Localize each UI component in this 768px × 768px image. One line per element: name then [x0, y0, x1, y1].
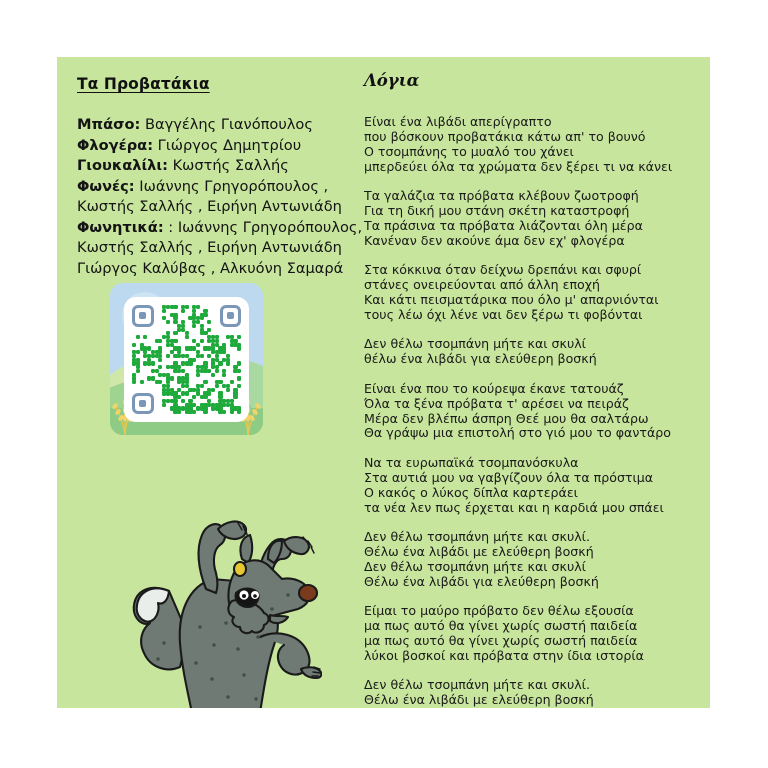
qr-module — [192, 410, 196, 414]
lyric-line: Ο κακός ο λύκος δίπλα καρτεράει — [364, 484, 578, 500]
lyrics-stanza — [364, 382, 694, 442]
qr-module — [158, 365, 162, 369]
credit-role: Φωνές: — [77, 177, 135, 195]
qr-module — [222, 410, 226, 414]
qr-module — [132, 343, 136, 347]
lyric-line: Τα πράσινα τα πρόβατα λιάζονται όλη μέρα — [364, 217, 643, 233]
lyric-line: Στα κόκκινα όταν δείχνω δρεπάνι και σφυρί — [364, 262, 642, 278]
lyric-line: τα νέα λεν πως έρχεται και η καρδιά μου σπάει — [364, 499, 664, 515]
lyrics-stanza — [364, 456, 694, 516]
credit-line — [77, 238, 367, 259]
lyrics-title: Λόγια — [364, 71, 420, 90]
credit-role: Γιουκαλίλι: — [77, 157, 168, 174]
lyric-line: Θα γράψω μια επιστολή στο γιό μου το φαντάρο — [364, 425, 671, 441]
lyric-line: μα πως αυτό θα γίνει χωρίς σωστή παιδεία — [364, 632, 638, 648]
lyric-line: Θέλω ένα λιβάδι με ελεύθερη βοσκή — [364, 692, 594, 708]
credit-role: Φλογέρα: — [77, 136, 154, 154]
qr-module — [211, 373, 215, 377]
qr-module — [151, 361, 155, 365]
credit-line — [77, 259, 367, 280]
lyric-line: λύκοι βοσκοί και πρόβατα στην ίδια ιστορία — [364, 647, 644, 663]
wolf-earring — [234, 562, 246, 576]
wolf-illustration — [92, 517, 322, 708]
qr-module — [173, 331, 177, 335]
qr-module — [207, 328, 211, 332]
content-card — [57, 57, 710, 708]
qr-finder-top-right — [220, 305, 242, 327]
qr-module — [177, 410, 181, 414]
credit-line — [77, 177, 367, 198]
lyrics-stanza — [364, 115, 694, 175]
qr-module — [230, 410, 234, 414]
lyric-line: Δεν θέλω τσομπάνη μήτε και σκυλί — [364, 336, 586, 352]
credit-names: Κωστής Σαλλής , Ειρήνη Αντωνιάδη — [77, 239, 342, 256]
wolf-cheek-fur — [270, 615, 288, 623]
qr-module — [230, 380, 234, 384]
lyric-line: μπερδεύει όλα τα χρώματα δεν ξέρει τι να κάνει — [364, 158, 673, 174]
lyric-line: Όλα τα ξένα πρόβατα τ' αρέσει να πειράζ — [364, 395, 629, 411]
lyric-line: Ο τσομπάνης το μυαλό του χάνει — [364, 143, 574, 159]
credits-list — [77, 115, 367, 279]
credit-names: Βαγγέλης Γιανόπουλος — [140, 116, 313, 133]
qr-module — [132, 380, 136, 384]
qr-module — [200, 316, 204, 320]
qr-module — [237, 346, 241, 350]
credit-line — [77, 197, 367, 218]
qr-module — [158, 339, 162, 343]
qr-module — [237, 369, 241, 373]
credit-names: Γιώργος Καλύβας , Αλκυόνη Σαμαρά — [77, 259, 344, 277]
qr-module — [188, 361, 192, 365]
qr-module — [173, 339, 177, 343]
qr-module — [203, 313, 207, 317]
qr-module — [226, 361, 230, 365]
qr-module — [207, 391, 211, 395]
qr-module — [215, 384, 219, 388]
lyric-line: Δεν θέλω τσομπάνη μήτε και σκυλί — [364, 558, 586, 574]
lyric-line: Μέρα δεν βλέπω άσπρη Θεέ μου θα σαλτάρω — [364, 410, 649, 426]
qr-module — [237, 335, 241, 339]
qr-module — [192, 395, 196, 399]
lyric-line: Να τα ευρωπαϊκά τσομπανόσκυλα — [364, 454, 579, 470]
lyric-line: Τα γαλάζια τα πρόβατα κλέβουν ζωοτροφή — [364, 188, 639, 204]
lyric-line: θέλω ένα λιβάδι για ελεύθερη βοσκή — [364, 351, 597, 367]
credit-role: Μπάσο: — [77, 116, 141, 133]
lyric-line: Είναι ένα λιβάδι απερίγραπτο — [364, 114, 552, 129]
qr-module — [211, 388, 215, 392]
qr-module — [166, 320, 170, 324]
credit-line — [77, 115, 367, 136]
lyrics-stanzas — [364, 115, 694, 708]
qr-module — [222, 373, 226, 377]
lyrics-stanza — [364, 337, 694, 367]
qr-module — [233, 395, 237, 399]
qr-module — [162, 403, 166, 407]
wolf-pupil-right — [253, 594, 257, 598]
wolf-ear-left — [240, 535, 252, 563]
qr-code-card[interactable] — [110, 283, 263, 435]
qr-module — [237, 376, 241, 380]
qr-module — [207, 320, 211, 324]
qr-module — [200, 354, 204, 358]
qr-module — [162, 309, 166, 313]
qr-module — [226, 388, 230, 392]
qr-module — [192, 358, 196, 362]
lyric-line: Δεν θέλω τσομπάνη μήτε και σκυλί. — [364, 677, 590, 693]
lyric-line: Κανέναν δεν ακούνε άμα δεν εχ' φλογέρα — [364, 232, 625, 248]
qr-finder-top-left — [132, 305, 154, 327]
qr-module — [237, 361, 241, 365]
lyric-line: που βόσκουν προβατάκια κάτω απ' το βουνό — [364, 128, 646, 144]
lyric-line: Είμαι το μαύρο πρόβατο δεν θέλω εξουσία — [364, 603, 634, 619]
qr-finder-bottom-left — [132, 393, 154, 415]
lyric-line: στάνες ονειρεύονται από άλλη εποχή — [364, 277, 601, 293]
lyrics-stanza — [364, 530, 694, 590]
lyric-line: Θέλω ένα λιβάδι για ελεύθερη βοσκή — [364, 573, 599, 589]
credit-line — [77, 218, 367, 239]
qr-code-plate[interactable] — [124, 297, 249, 422]
credits-column — [77, 75, 367, 279]
qr-module — [136, 350, 140, 354]
credit-names: Κωστής Σαλλής , Ειρήνη Αντωνιάδη — [77, 198, 342, 215]
qr-module — [200, 384, 204, 388]
credits-title: Τα Προβατάκια — [77, 75, 210, 93]
lyrics-stanza — [364, 263, 694, 323]
qr-module — [196, 305, 200, 309]
qr-module — [196, 343, 200, 347]
lyric-line: Θέλω ένα λιβάδι με ελεύθερη βοσκή — [364, 543, 594, 559]
qr-module — [185, 391, 189, 395]
qr-module — [185, 305, 189, 309]
lyrics-stanza — [364, 678, 694, 708]
qr-module — [158, 358, 162, 362]
credit-names: Γιώργος Δημητρίου — [153, 136, 302, 154]
lyric-line: Δεν θέλω τσομπάνη μήτε και σκυλί. — [364, 528, 590, 544]
qr-module — [196, 373, 200, 377]
credit-names: Κωστής Σαλλής — [167, 157, 289, 174]
credit-line — [77, 156, 367, 177]
qr-module — [181, 309, 185, 313]
wolf-nose — [299, 585, 317, 601]
qr-module — [140, 380, 144, 384]
qr-module — [143, 335, 147, 339]
credit-names: : Ιωάννης Γρηγορόπουλος, — [163, 218, 363, 236]
qr-module — [237, 410, 241, 414]
credit-names: Ιωάννης Γρηγορόπουλος , — [134, 177, 329, 195]
qr-module — [136, 369, 140, 373]
wolf-pupil-left — [242, 594, 246, 598]
lyric-line: Στα αυτιά μου να γαβγίζουν όλα τα πρόστιμα — [364, 469, 654, 485]
lyric-line: μα πως αυτό θα γίνει χωρίς σωστή παιδεία — [364, 617, 638, 633]
qr-code-modules — [132, 305, 241, 414]
lyric-line: τους λέω όχι λένε ναι δεν ξέρω τι φοβόνται — [364, 306, 643, 322]
qr-module — [203, 410, 207, 414]
qr-module — [170, 376, 174, 380]
qr-module — [136, 335, 140, 339]
credit-role: Φωνητικά: — [77, 218, 164, 236]
qr-module — [203, 380, 207, 384]
lyrics-stanza — [364, 604, 694, 664]
lyrics-stanza — [364, 189, 694, 249]
credit-line — [77, 136, 367, 157]
qr-module — [185, 335, 189, 339]
qr-module — [166, 354, 170, 358]
qr-module — [173, 305, 177, 309]
qr-module — [192, 324, 196, 328]
qr-module — [200, 339, 204, 343]
qr-module — [237, 384, 241, 388]
lyric-line: Είναι ένα που το κούρεψα έκανε τατουάζ — [364, 380, 624, 396]
qr-module — [218, 361, 222, 365]
lyric-line: Και κάτι πεισματάρικα που όλο μ' απαρνιόνται — [364, 292, 659, 308]
lyric-line: Για τη δική μου στάνη σκέτη καταστροφή — [364, 203, 630, 219]
qr-module — [215, 369, 219, 373]
lyrics-column — [364, 71, 694, 708]
